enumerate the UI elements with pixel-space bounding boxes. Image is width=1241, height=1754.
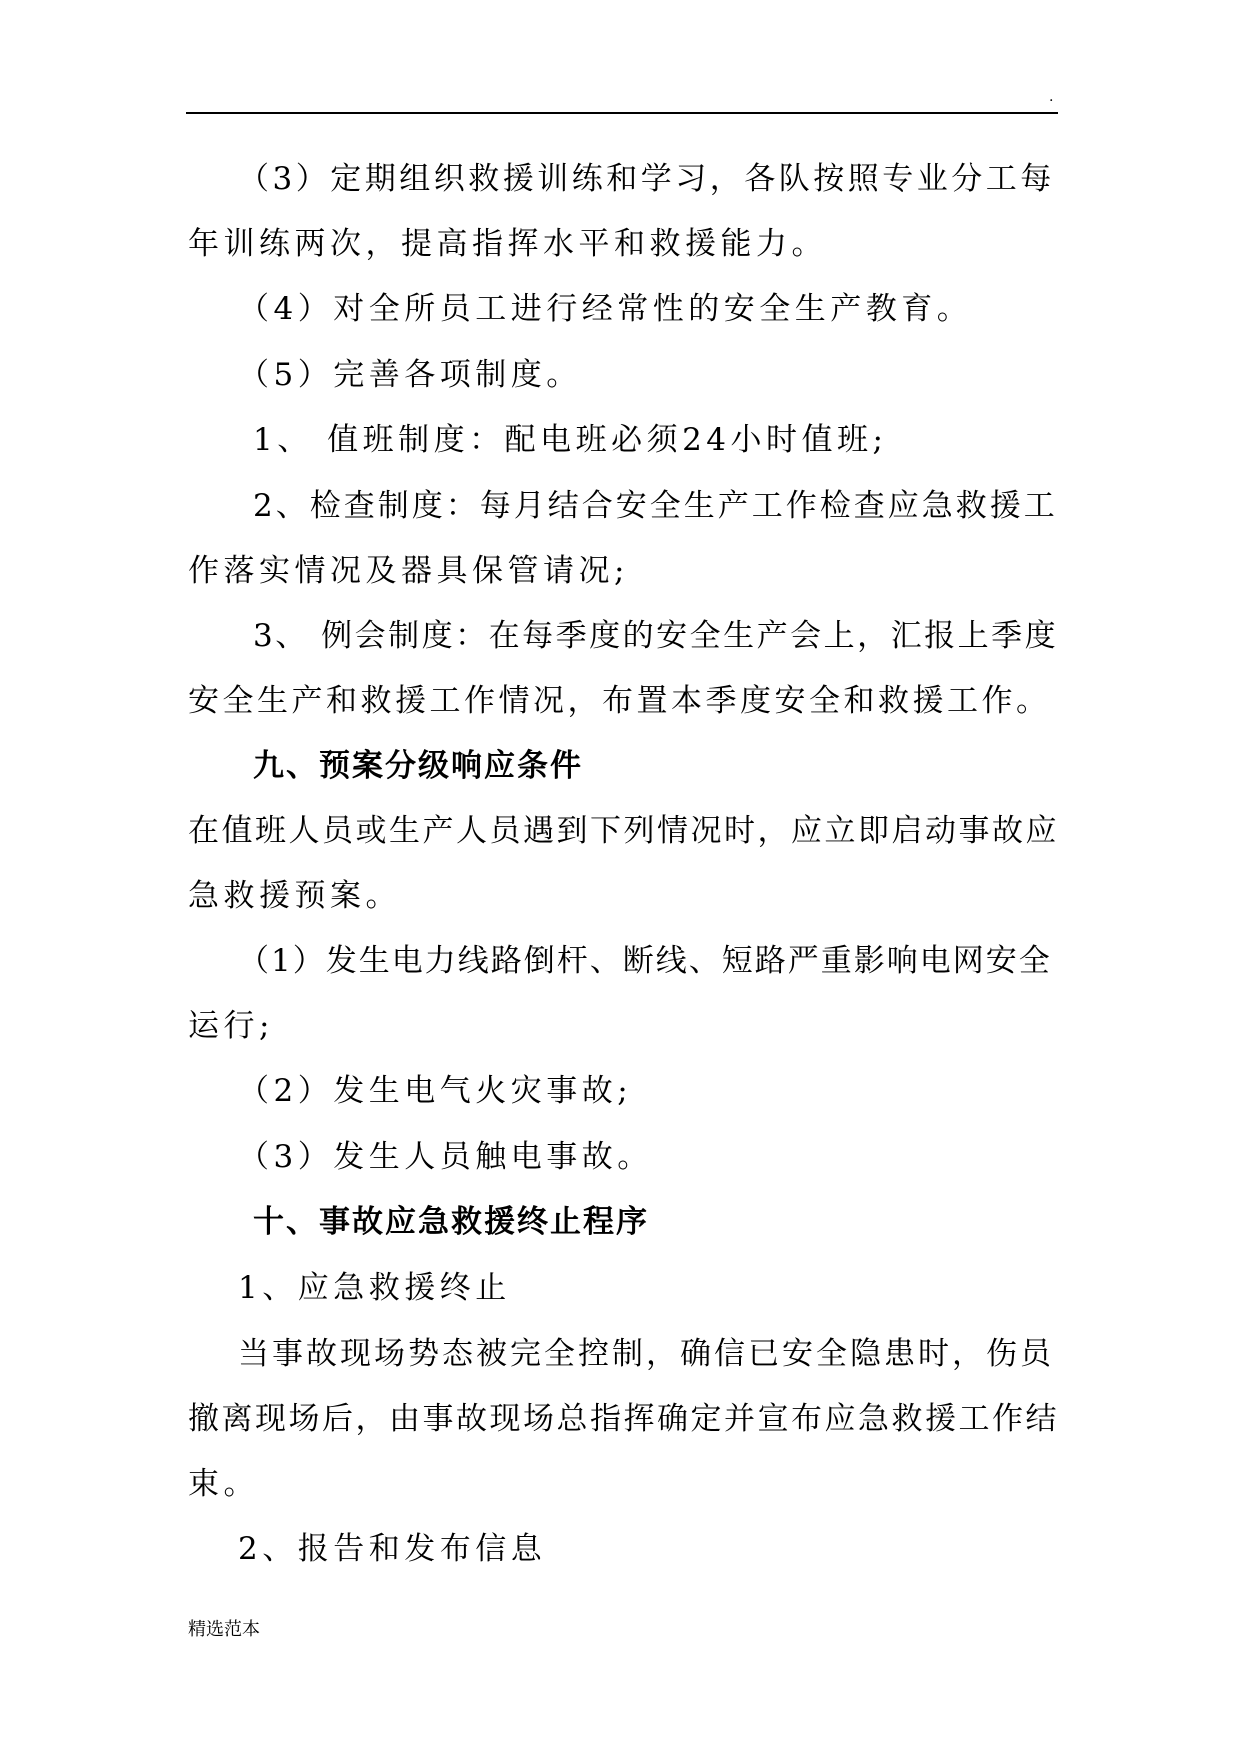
paragraph-line: 安全生产和救援工作情况，布置本季度安全和救援工作。 — [188, 683, 1051, 719]
paragraph-line: 在值班人员或生产人员遇到下列情况时，应立即启动事故应 — [188, 813, 1059, 849]
paragraph-line: 1、 值班制度：配电班必须24小时值班; — [253, 422, 888, 458]
paragraph-line: （4）对全所员工进行经常性的安全生产教育。 — [238, 291, 973, 327]
section-heading-ten: 十、事故应急救援终止程序 — [253, 1204, 649, 1240]
paragraph-line: 3、 例会制度：在每季度的安全生产会上，汇报上季度 — [253, 618, 1059, 654]
paragraph-line: 撤离现场后，由事故现场总指挥确定并宣布应急救援工作结 — [188, 1401, 1059, 1437]
paragraph-line: 束。 — [188, 1466, 259, 1502]
paragraph-line: 年训练两次，提高指挥水平和救援能力。 — [188, 226, 827, 262]
paragraph-line: 急救援预案。 — [188, 878, 401, 914]
paragraph-line: 运行; — [188, 1008, 274, 1044]
paragraph-line: 作落实情况及器具保管请况; — [188, 553, 629, 589]
footer-label: 精选范本 — [188, 1619, 260, 1640]
paragraph-line: 当事故现场势态被完全控制，确信已安全隐患时，伤员 — [238, 1336, 1054, 1372]
paragraph-line: 1、应急救援终止 — [238, 1270, 511, 1306]
section-heading-nine: 九、预案分级响应条件 — [253, 748, 583, 784]
paragraph-line: （5）完善各项制度。 — [238, 357, 582, 393]
paragraph-line: 2、检查制度：每月结合安全生产工作检查应急救援工 — [253, 488, 1058, 524]
paragraph-line: （3）定期组织救援训练和学习，各队按照专业分工每 — [238, 161, 1055, 197]
paragraph-line: （2）发生电气火灾事故; — [238, 1073, 633, 1109]
header-rule — [186, 112, 1058, 114]
header-mark: . — [1049, 89, 1054, 105]
paragraph-line: （3）发生人员触电事故。 — [238, 1139, 653, 1175]
paragraph-line: 2、报告和发布信息 — [238, 1531, 547, 1567]
paragraph-line: （1）发生电力线路倒杆、断线、短路严重影响电网安全 — [238, 943, 1052, 979]
